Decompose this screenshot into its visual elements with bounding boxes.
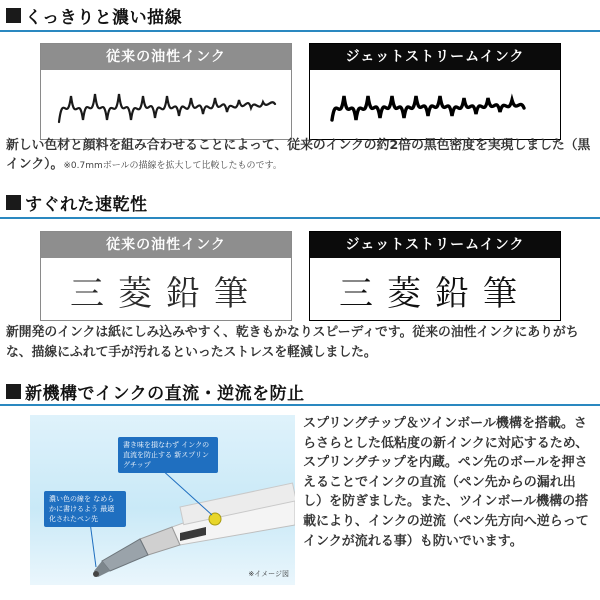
- callout-pen-tip: 濃い色の線を なめらかに書けるよう 最適化されたペン先: [44, 491, 126, 527]
- section-description: スプリングチップ＆ツインボール機構を搭載。さらさらとした低粘度の新インクに対応するため、スプリングチップを内蔵。ペン先のボールを押さえることでインクの直流（ペン先からの漏れ出し）を防ぎました。また、ツインボール機構の搭載により、インクの逆流（ペン先方向へ逆らってインクが流れる事）も防いでいます。: [303, 416, 589, 549]
- section-description: 新しい色材と顔料を組み合わせることによって、従来のインクの約2倍の黒色密度を実現しました（黒インク）。※0.7mmボールの描線を拡大して比較したものです。: [6, 138, 591, 172]
- writing-sample-area: [41, 258, 291, 320]
- panel-conventional-ink-lines: [40, 43, 292, 140]
- section-title-new-mechanism: 新機構でインクの直流・逆流を防止: [6, 380, 305, 402]
- section-description: 新開発のインクは紙にしみ込みやすく、乾きもかなりスピーディです。従来の油性インクにありがちな、描線にふれて手が汚れるといったストレスを軽減しました。: [6, 325, 579, 360]
- panel-header: ジェットストリームインク: [310, 232, 560, 258]
- panel-header: 従来の油性インク: [41, 232, 291, 258]
- panel-header: 従来の油性インク: [41, 44, 291, 70]
- panel-header: ジェットストリームインク: [310, 44, 560, 70]
- image-note: ※イメージ図: [248, 570, 289, 578]
- section-divider: [0, 30, 600, 32]
- panel-jetstream-ink-lines: [309, 43, 561, 140]
- writing-sample-area: [310, 258, 560, 320]
- section-title-bold-lines: くっきりと濃い描線: [6, 4, 182, 26]
- square-bullet-icon: [6, 195, 21, 210]
- panel-conventional-ink-writing: [40, 231, 292, 321]
- callout-spring-chip: 書き味を損なわず インクの直流を防止する 新スプリングチップ: [118, 437, 218, 473]
- handwriting-sample-conventional: [41, 70, 291, 139]
- section-divider: [0, 217, 600, 219]
- writing-sample-jetstream: 三菱鉛筆: [339, 274, 531, 314]
- square-bullet-icon: [6, 8, 21, 23]
- section-divider: [0, 404, 600, 406]
- pen-tip-illustration: [30, 415, 295, 585]
- panel-jetstream-ink-writing: [309, 231, 561, 321]
- handwriting-sample-jetstream: [310, 70, 560, 139]
- square-bullet-icon: [6, 384, 21, 399]
- section-title-quick-dry: すぐれた速乾性: [6, 191, 148, 213]
- writing-sample-conventional: 三菱鉛筆: [70, 274, 262, 314]
